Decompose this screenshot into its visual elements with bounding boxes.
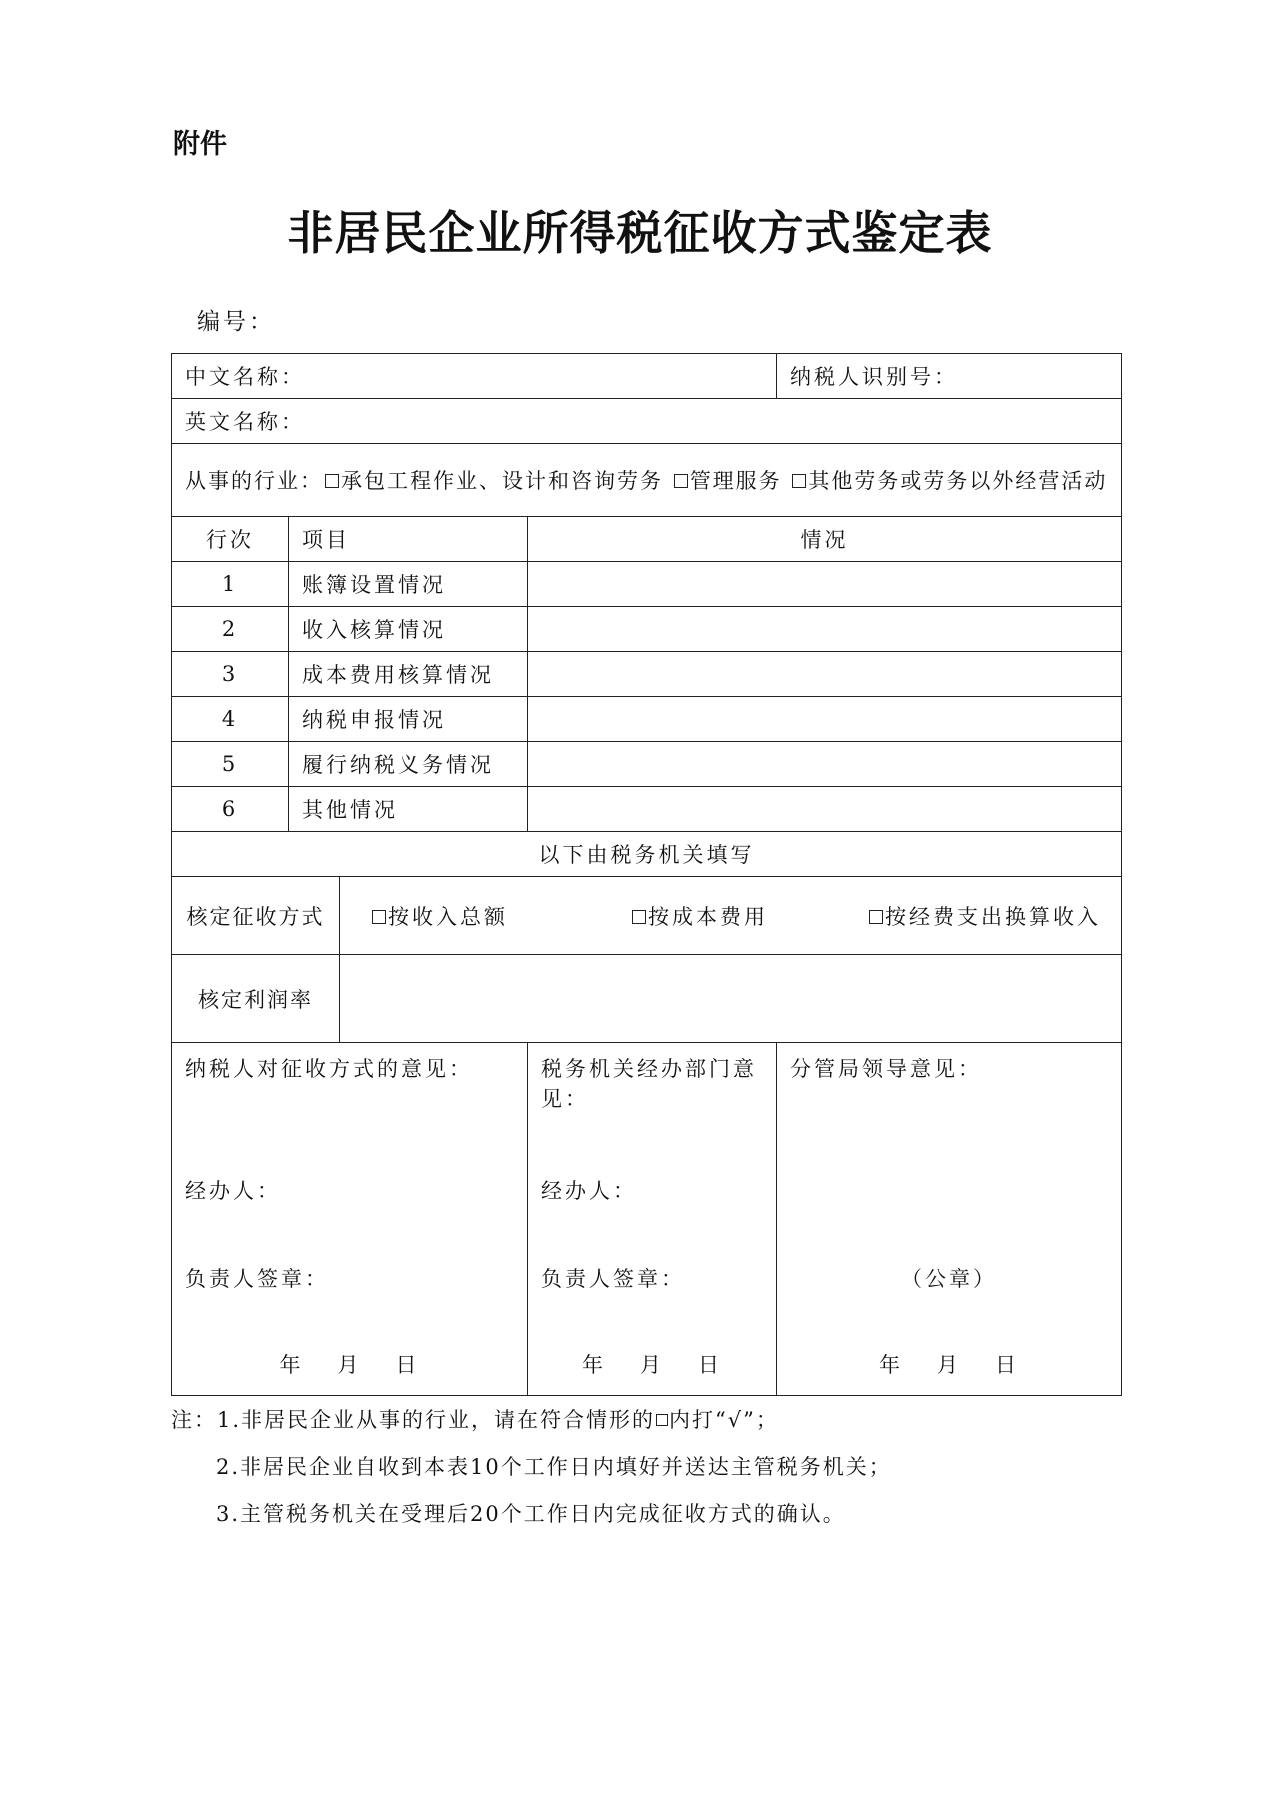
row-status-input[interactable] (528, 607, 1122, 652)
row-item: 其他情况 (289, 787, 528, 832)
row-item: 账簿设置情况 (289, 562, 528, 607)
method-option-total-income[interactable]: 按收入总额 (370, 901, 508, 931)
row-item: 纳税申报情况 (289, 697, 528, 742)
industry-option-contracting[interactable]: 承包工程作业、设计和咨询劳务 (323, 465, 663, 495)
official-seal-label: （公章） (901, 1267, 998, 1291)
note-3: 3.主管税务机关在受理后20个工作日内完成征收方式的确认。 (216, 1502, 846, 1526)
assessment-form (171, 353, 1122, 1396)
method-option-expense-conversion[interactable]: 按经费支出换算收入 (867, 901, 1101, 931)
row-number: 2 (172, 607, 289, 652)
checkbox[interactable] (325, 474, 339, 488)
header-status: 情况 (528, 517, 1122, 562)
english-name-field[interactable]: 英文名称： (172, 399, 1122, 444)
tax-office-opinion-box[interactable] (528, 1043, 777, 1396)
row-status-input[interactable] (528, 742, 1122, 787)
chinese-name-field[interactable]: 中文名称： (172, 354, 777, 399)
opinion-title: 分管局领导意见： (790, 1057, 983, 1081)
table-row (172, 742, 1122, 787)
checkbox[interactable] (869, 910, 883, 924)
table-row (172, 787, 1122, 832)
row-item: 履行纳税义务情况 (289, 742, 528, 787)
row-number: 1 (172, 562, 289, 607)
taxpayer-id-field[interactable]: 纳税人识别号： (777, 354, 1122, 399)
signer-label: 负责人签章： (541, 1267, 685, 1291)
profit-rate-input[interactable] (340, 955, 1122, 1043)
table-row (172, 607, 1122, 652)
method-option-cost-expense[interactable]: 按成本费用 (630, 901, 768, 931)
industry-option-management[interactable]: 管理服务 (672, 465, 782, 495)
signer-label: 负责人签章： (185, 1267, 329, 1291)
form-title: 非居民企业所得税征收方式鉴定表 (287, 206, 993, 260)
checkbox-icon (656, 1414, 668, 1426)
bureau-leader-opinion-box[interactable] (777, 1043, 1122, 1396)
checkbox[interactable] (792, 474, 806, 488)
table-row (172, 562, 1122, 607)
opinion-title: 纳税人对征收方式的意见： (185, 1057, 473, 1081)
row-number: 4 (172, 697, 289, 742)
industry-option-other[interactable]: 其他劳务或劳务以外经营活动 (790, 465, 1107, 495)
profit-rate-label: 核定利润率 (172, 955, 340, 1043)
row-status-input[interactable] (528, 787, 1122, 832)
note-2: 2.非居民企业自收到本表10个工作日内填好并送达主管税务机关； (216, 1455, 892, 1479)
serial-number-label: 编号： (197, 309, 275, 335)
date-line: 年 月 日 (279, 1353, 420, 1377)
row-status-input[interactable] (528, 697, 1122, 742)
table-row (172, 652, 1122, 697)
date-line: 年 月 日 (879, 1353, 1020, 1377)
date-line: 年 月 日 (582, 1353, 722, 1377)
row-number: 3 (172, 652, 289, 697)
row-item: 成本费用核算情况 (289, 652, 528, 697)
opinion-title: 税务机关经办部门意见： (541, 1057, 757, 1111)
tax-authority-section-label: 以下由税务机关填写 (172, 832, 1122, 877)
row-item: 收入核算情况 (289, 607, 528, 652)
checkbox[interactable] (674, 474, 688, 488)
taxpayer-opinion-box[interactable] (172, 1043, 528, 1396)
row-number: 6 (172, 787, 289, 832)
handler-label: 经办人： (185, 1179, 281, 1203)
handler-label: 经办人： (541, 1179, 637, 1203)
table-row (172, 697, 1122, 742)
collection-method-label: 核定征收方式 (172, 877, 340, 955)
collection-method-options (340, 877, 1122, 955)
row-status-input[interactable] (528, 562, 1122, 607)
header-item: 项目 (289, 517, 528, 562)
checkbox[interactable] (632, 910, 646, 924)
attachment-label: 附件 (173, 129, 227, 160)
row-status-input[interactable] (528, 652, 1122, 697)
checkbox[interactable] (372, 910, 386, 924)
header-row-no: 行次 (172, 517, 289, 562)
industry-row (172, 444, 1122, 517)
industry-label: 从事的行业： (185, 469, 323, 493)
row-number: 5 (172, 742, 289, 787)
note-1: 注：1.非居民企业从事的行业，请在符合情形的 内打“√”； (171, 1408, 779, 1432)
